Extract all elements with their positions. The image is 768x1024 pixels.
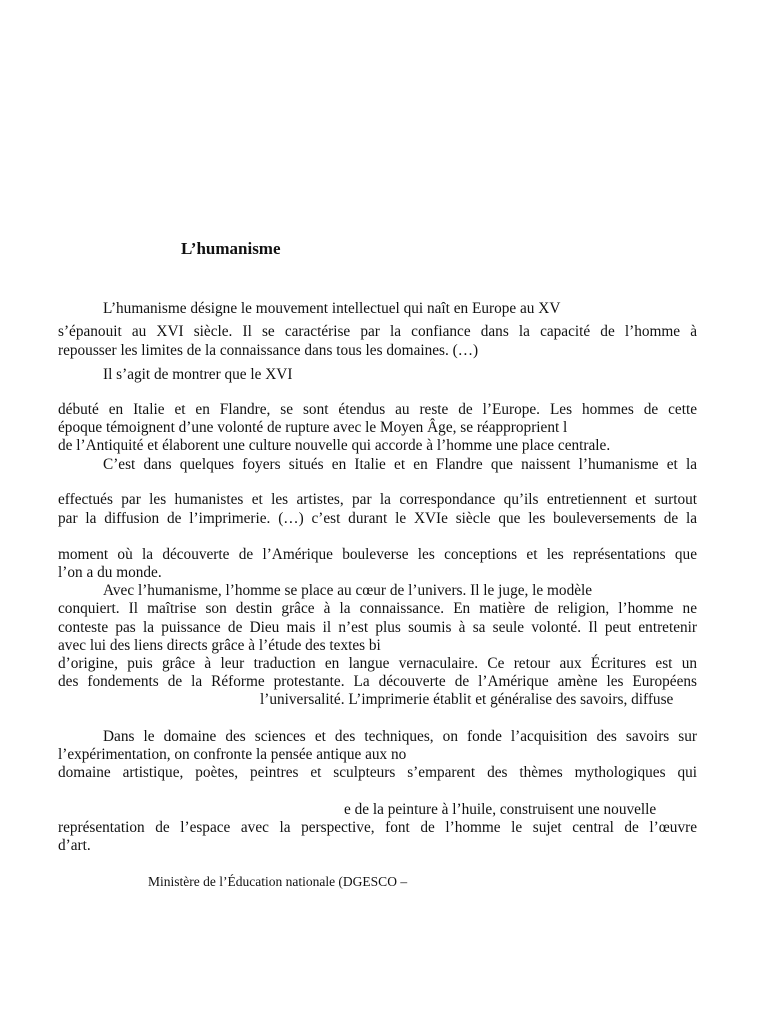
text-line: e de la peinture à l’huile, construisent une nouvelle [344, 801, 657, 818]
text-line: repousser les limites de la connaissance dans tous les domaines. (…) [58, 342, 479, 359]
text-line: débuté en Italie et en Flandre, se sont étendus au reste de l’Europe. Les hommes de cette [58, 401, 697, 418]
document-title: L’humanisme [181, 239, 281, 258]
text-line: moment où la découverte de l’Amérique bouleverse les conceptions et les représentations que [58, 546, 697, 563]
text-line: d’art. [58, 837, 91, 854]
text-line: l’universalité. L’imprimerie établit et généralise des savoirs, diffuse [260, 691, 674, 708]
text-line: L’humanisme désigne le mouvement intellectuel qui naît en Europe au XV [103, 300, 561, 317]
text-line: s’épanouit au XVI siècle. Il se caractérise par la confiance dans la capacité de l’homme à [58, 323, 697, 340]
text-line: représentation de l’espace avec la perspective, font de l’homme le sujet central de l’œuvre [58, 819, 697, 836]
text-line: conquiert. Il maîtrise son destin grâce à la connaissance. En matière de religion, l’homme ne [58, 600, 697, 617]
text-line: avec lui des liens directs grâce à l’étude des textes bi [58, 637, 381, 654]
text-line: des fondements de la Réforme protestante. La découverte de l’Amérique amène les Européens [58, 673, 697, 690]
text-line: Dans le domaine des sciences et des techniques, on fonde l’acquisition des savoirs sur [103, 728, 697, 745]
text-line: Avec l’humanisme, l’homme se place au cœur de l’univers. Il le juge, le modèle [103, 582, 593, 599]
text-line: l’on a du monde. [58, 564, 162, 581]
text-line: effectués par les humanistes et les artistes, par la correspondance qu’ils entretiennent et surtout [58, 491, 697, 508]
text-line: d’origine, puis grâce à leur traduction en langue vernaculaire. Ce retour aux Écritures est un [58, 655, 697, 672]
text-line: conteste pas la puissance de Dieu mais il n’est plus soumis à sa seule volonté. Il peut entretenir [58, 619, 697, 636]
source-citation: Ministère de l’Éducation nationale (DGESCO – [148, 874, 408, 889]
text-line: de l’Antiquité et élaborent une culture nouvelle qui accorde à l’homme une place centrale. [58, 437, 611, 454]
text-line: l’expérimentation, on confronte la pensée antique aux no [58, 746, 407, 763]
text-line: Il s’agit de montrer que le XVI [103, 366, 293, 383]
text-line: C’est dans quelques foyers situés en Italie et en Flandre que naissent l’humanisme et la [103, 456, 697, 473]
text-line: domaine artistique, poètes, peintres et sculpteurs s’emparent des thèmes mythologiques qui [58, 764, 697, 781]
text-line: par la diffusion de l’imprimerie. (…) c’est durant le XVIe siècle que les bouleversements de la [58, 510, 697, 527]
text-line: époque témoignent d’une volonté de rupture avec le Moyen Âge, se réapproprient l [58, 419, 568, 436]
